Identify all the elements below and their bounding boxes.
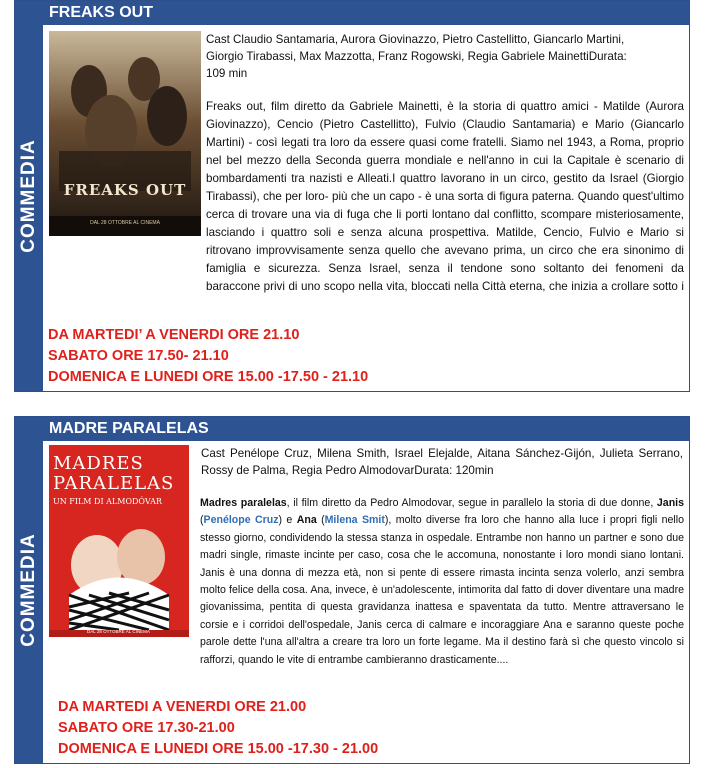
movie-synopsis-cont: lasciando i quattro soli e senza alcuna prospettiva. Matilde, Cencio, Fulvio e Mario si ritrovano improvvisamente senza quello che avevano prima, un circo che era sinonimo di famiglia e sicurezza. Senza Israel, senza il tendone sono soltanto dei fenomeni da baraccone privi di uno scopo nella vita, bloccati nella Città eterna, che inizia a crollare sotto i xyxy=(206,226,684,293)
movie-synopsis-upper xyxy=(200,495,684,635)
poster-tagline: DAL 28 OTTOBRE AL CINEMA xyxy=(87,629,150,634)
movie-poster xyxy=(49,445,189,637)
genre-sidebar xyxy=(15,417,43,763)
movie-synopsis-lower xyxy=(48,224,684,296)
schedule-line: SABATO ORE 17.50- 21.10 xyxy=(48,348,229,364)
schedule xyxy=(58,697,378,760)
movie-cast: Cast Penélope Cruz, Milena Smith, Israel Elejalde, Aitana Sánchez-Gijón, Julieta Serrano, Rossy de Palma, Regia Pedro AlmodovarDurata: 120min xyxy=(201,447,683,477)
poster-subtitle: UN FILM DI ALMODÓVAR xyxy=(53,497,162,506)
movie-synopsis-lower xyxy=(48,635,684,689)
schedule-line: DA MARTEDI’ A VENERDI ORE 21.10 xyxy=(48,327,300,343)
movie-title: MADRE PARALELAS xyxy=(43,417,689,441)
poster-title-text: FREAKS OUT xyxy=(63,181,187,199)
movie-card-freaks-out xyxy=(14,0,690,392)
movie-synopsis-upper xyxy=(206,98,684,224)
genre-sidebar xyxy=(15,1,43,391)
movie-poster xyxy=(49,31,201,236)
schedule-line: DOMENICA E LUNEDI ORE 15.00 -17.50 - 21.10 xyxy=(48,369,369,385)
schedule-line: DA MARTEDI A VENERDI ORE 21.00 xyxy=(58,699,307,715)
schedule-line: SABATO ORE 17.30-21.00 xyxy=(58,720,235,736)
movie-synopsis: Freaks out, film diretto da Gabriele Mainetti, è la storia di quattro amici - Matilde (Aurora Giovinazzo), Cencio (Pietro Castellitto), Fulvio (Claudio Santamaria) e Mario (Giancarlo Martini) - così legati tra loro da essere quasi come fratelli. Siamo nel 1943, a Roma, proprio nel bel mezzo della Seconda guerra mondiale e nell'anno in cui la Capitale è scenario di bombardamenti tra nazisti e Alleati.I quattro lavorano in un circo, gestito da Israel (Giorgio Tirabassi), che per loro- più che un capo - è una sorta di figura paterna. Quando quest'ultimo cerca di trovare una via di fuga che li porti lontano dal conflitto, scompare misteriosamente, xyxy=(206,100,684,221)
poster-tagline: DAL 28 OTTOBRE AL CINEMA xyxy=(90,220,160,226)
movie-card-madre-paralelas xyxy=(14,416,690,764)
poster-artwork xyxy=(49,31,201,236)
movie-synopsis: Madres paralelas, il film diretto da Pedro Almodovar, segue in parallelo la storia di due donne, Janis (Penélope Cruz) e Ana (Milena Smit), molto diverse fra loro che hanno alla luce i propri figli nello stesso giorno, condividendo la stessa stanza in ospedale. Entrambe non hanno un partner e sono due madri single, rimaste incinte per caso, cosa che le accomuna, nonostante i loro mondi siano lontani. Janis è una donna di mezza età, non si pente di essere rimasta incinta senza volerlo, anzi sembra molto felice della cosa. Ana, invece, è un'adolescente, intimorita dal fatto di dover diventare una madre giovanissima, pentita di questa gravidanza inattesa e spaventata da tutto. Mentre attraversano le corsie e i corridoi dell'ospedale, Janis cerca di calmare e incoraggiare Ana e saranno queste poche xyxy=(200,497,684,631)
schedule xyxy=(48,325,368,388)
movie-cast: Cast Claudio Santamaria, Aurora Giovinazzo, Pietro Castellitto, Giancarlo Martini, Giorgio Tirabassi, Max Mazzotta, Franz Rogowski, Regia Gabriele MainettiDurata: 109 min xyxy=(206,33,627,80)
schedule-line: DOMENICA E LUNEDI ORE 15.00 -17.30 - 21.00 xyxy=(58,741,379,757)
movie-synopsis-cont: parole dette l'una all'altra a creare tra loro un forte legame. Ma il destino farà sì che questo vincolo si rafforzi, quando le vite di entrambe cambieranno drasticamente.... xyxy=(200,636,684,666)
movie-title: FREAKS OUT xyxy=(43,1,689,25)
genre-label: COMMEDIA xyxy=(18,139,39,253)
poster-title-line1: MADRES xyxy=(53,453,144,474)
poster-title-line2: PARALELAS xyxy=(53,473,175,494)
genre-label: COMMEDIA xyxy=(18,533,39,647)
